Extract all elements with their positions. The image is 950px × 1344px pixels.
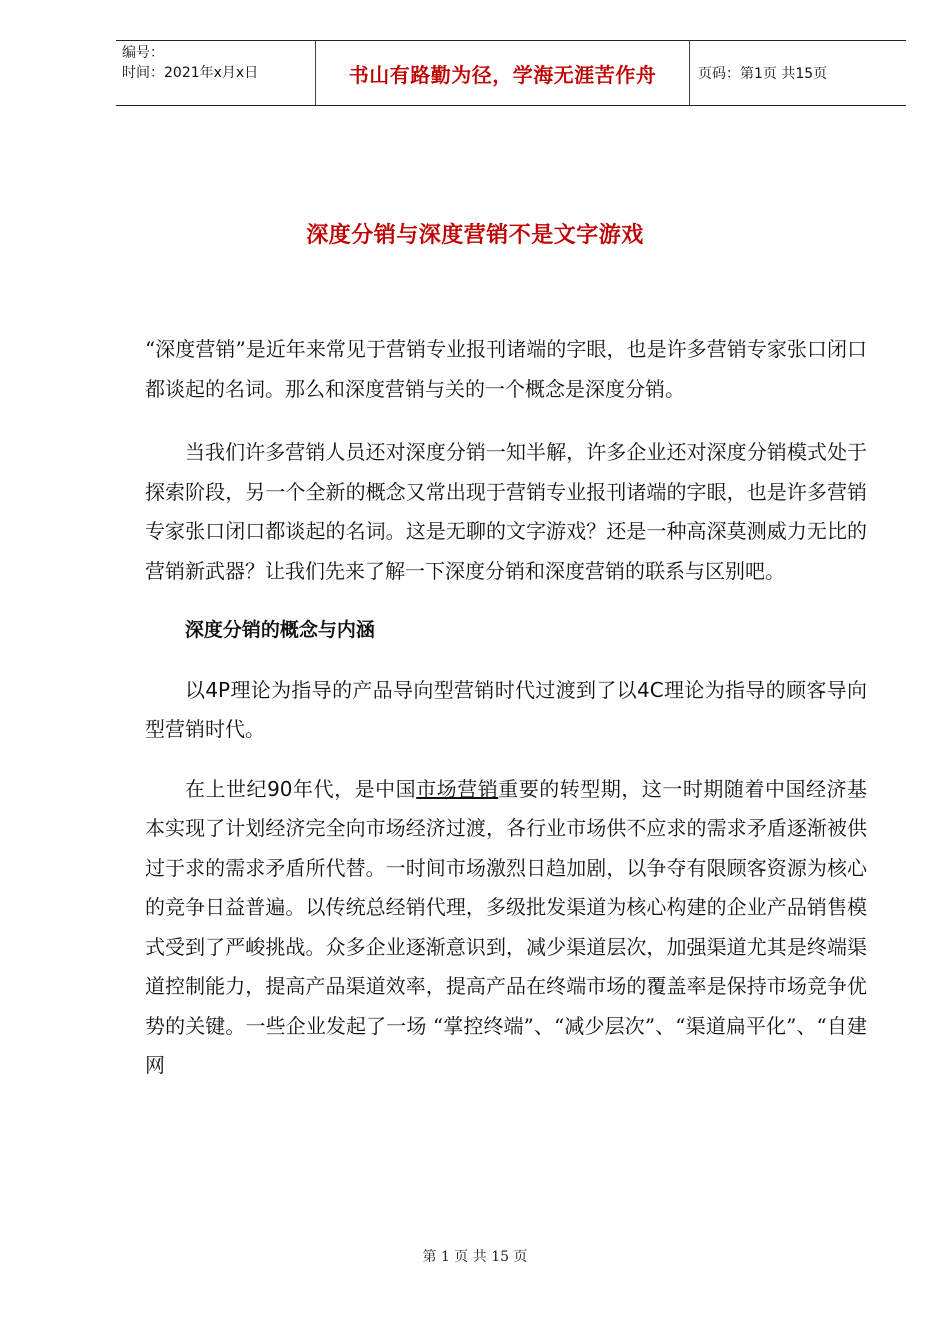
page-header (116, 40, 906, 106)
time-label: 时间：2021年x月x日 (122, 65, 259, 81)
text-run: 90 (267, 776, 293, 801)
text-run: 4C (637, 677, 664, 702)
header-meta-cell (116, 41, 316, 105)
section-heading: 深度分销的概念与内涵 (184, 619, 375, 641)
text-run: 理论为指导的产品导向型营销时代过渡到了以 (230, 677, 638, 702)
paragraph: “深度营销”是近年来常见于营销专业报刊诸端的字眼，也是许多营销专家张口闭口都谈起的名词。那么和深度营销与关的一个概念是深度分销。 (145, 337, 867, 401)
paragraph: 当我们许多营销人员还对深度分销一知半解，许多企业还对深度分销模式处于探索阶段，另一个全新的概念又常出现于营销专业报刊诸端的字眼，也是许多营销专家张口闭口都谈起的名词。这是无聊的文字游戏？还是一种高深莫测威力无比的营销新武器？让我们先来了解一下深度分销和深度营销的联系与区别吧。 (145, 440, 867, 583)
document-title: 深度分销与深度营销不是文字游戏 (306, 222, 644, 248)
page-footer: 第 1 页 共 15 页 (422, 1249, 528, 1265)
text-run: 在上世纪 (185, 776, 268, 801)
text-run: 以 (185, 677, 206, 702)
paragraph (145, 770, 867, 1086)
text-run: 理论为指导的顾客导向型营销时代。 (145, 677, 867, 741)
text-run: 重要的转型期，这一时期随着中国经济基本实现了计划经济完全向市场经济过渡，各行业市场供不应求的需求矛盾逐渐被供过于求的需求矛盾所代替。一时间市场激烈日趋加剧，以争夺有限顾客资源为核心的竞争日益普遍。以传统总经销代理，多级批发渠道为核心构建的企业产品销售模式受到了严峻挑战。众多企业逐渐意识到，减少渠道层次，加强渠道尤其是终端渠道控制能力，提高产品渠道效率，提高产品在终端市场的覆盖率是保持市场竞争优势的关键。一些企业发起了一场 “掌控终端”、“减少层次”、“渠道扁平化”、“自建网 (145, 776, 868, 1077)
market-marketing-link[interactable]: 市场营销 (416, 776, 499, 801)
motto: 书山有路勤为径，学海无涯苦作舟 (348, 62, 657, 87)
paragraph (145, 671, 867, 750)
text-run: 年代，是中国 (292, 776, 417, 801)
document-body (145, 330, 867, 1086)
text-run: 4P (205, 677, 231, 702)
header-motto-cell (316, 41, 690, 105)
header-page-cell (690, 41, 906, 105)
page-info: 页码：第1页 共15页 (698, 66, 828, 82)
number-label: 编号： (122, 45, 164, 61)
